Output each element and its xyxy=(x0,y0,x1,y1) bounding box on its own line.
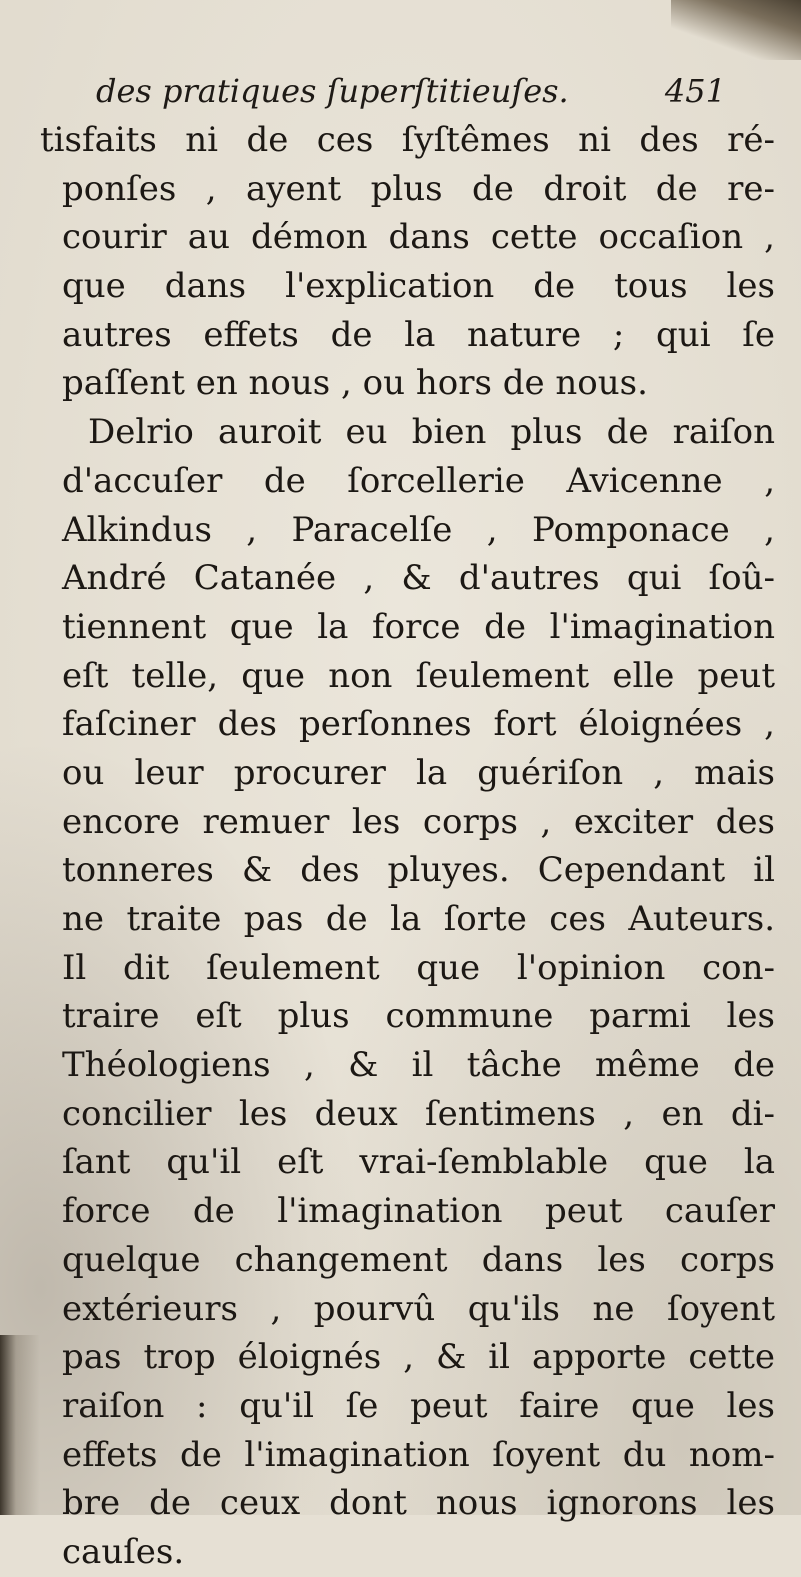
text-line: ponſes , ayent plus de droit de re- xyxy=(62,168,775,209)
text-line: extérieurs , pourvû qu'ils ne ſoyent xyxy=(62,1288,775,1329)
text-line: quelque changement dans les corps xyxy=(62,1239,775,1280)
text-line: bre de ceux dont nous ignorons les xyxy=(62,1483,775,1524)
page-number: 451 xyxy=(664,72,726,110)
text-line: que dans l'explication de tous les xyxy=(62,266,775,307)
text-line: André Catanée , & d'autres qui ſoû- xyxy=(62,558,775,599)
text-line: tisfaits ni de ces ſyſtêmes ni des ré- xyxy=(40,120,775,160)
text-line: effets de l'imagination ſoyent du nom- xyxy=(62,1434,775,1475)
text-line: Il dit ſeulement que l'opinion con- xyxy=(62,947,775,988)
text-line: raiſon : qu'il ſe peut faire que les xyxy=(62,1385,775,1426)
page-edge-shadow xyxy=(671,0,801,60)
text-line: ou leur procurer la guériſon , mais xyxy=(62,752,775,793)
text-line: tonneres & des pluyes. Cependant il xyxy=(62,850,775,891)
text-line: faſciner des perſonnes fort éloignées , xyxy=(62,704,775,745)
text-line: cauſes. xyxy=(62,1531,185,1572)
text-line: Delrio auroit eu bien plus de raiſon xyxy=(88,412,775,453)
text-line: courir au démon dans cette occaſion , xyxy=(62,217,775,258)
text-line: ſant qu'il eſt vrai-ſemblable que la xyxy=(62,1142,775,1183)
text-line: force de l'imagination peut cauſer xyxy=(62,1191,775,1232)
text-line: pas trop éloignés , & il apporte cette xyxy=(62,1337,775,1378)
text-line: traire eſt plus commune parmi les xyxy=(62,996,775,1037)
text-line: concilier les deux ſentimens , en di- xyxy=(62,1093,775,1134)
page-edge-shadow-bottom xyxy=(0,1335,40,1515)
text-line: ne traite pas de la ſorte ces Auteurs. xyxy=(62,899,775,939)
text-line: d'accuſer de ſorcellerie Avicenne , xyxy=(62,460,775,501)
text-line: Alkindus , Paracelſe , Pomponace , xyxy=(62,509,775,550)
text-line: paſſent en nous , ou hors de nous. xyxy=(62,363,648,404)
body-text xyxy=(40,116,775,1577)
text-line: eſt telle, que non ſeulement elle peut xyxy=(62,655,775,696)
text-line: autres effets de la nature ; qui ſe xyxy=(62,314,775,355)
running-title: des pratiques ſuperſtitieuſes. xyxy=(96,72,569,110)
text-line: encore remuer les corps , exciter des xyxy=(62,801,775,842)
text-line: tiennent que la force de l'imagination xyxy=(62,606,775,647)
running-header xyxy=(96,72,726,112)
text-line: Théologiens , & il tâche même de xyxy=(62,1045,775,1086)
